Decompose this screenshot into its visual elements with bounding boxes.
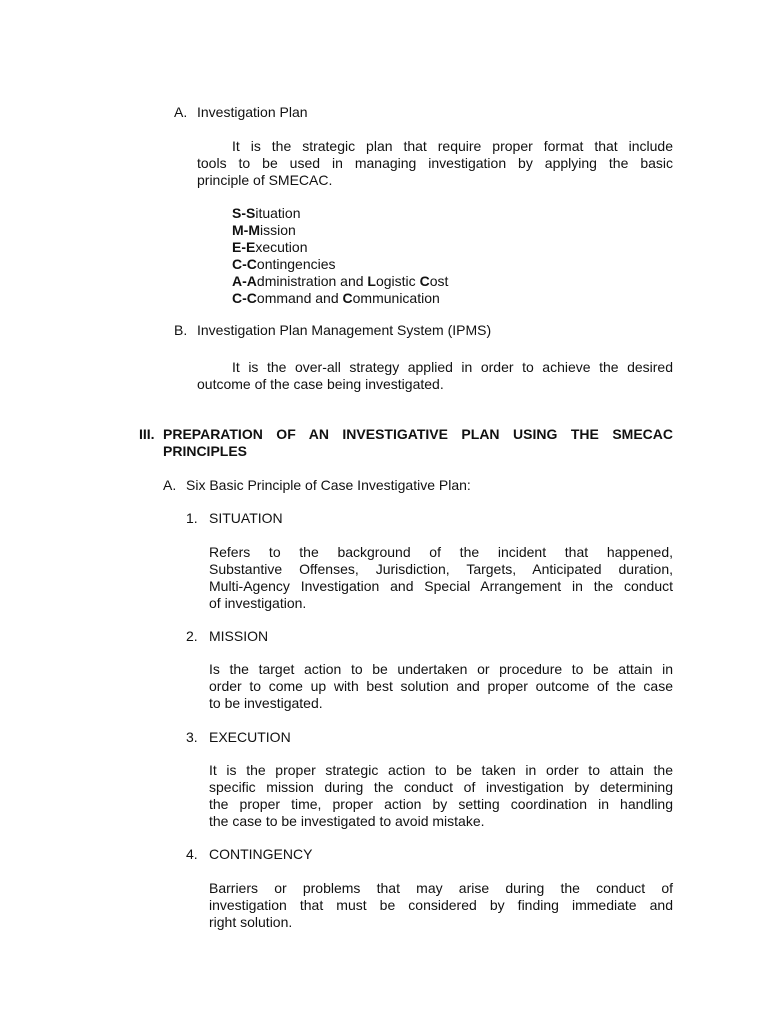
item-number: 2. <box>186 628 198 644</box>
smecac-item-administration: A-Administration and Logistic Cost <box>232 273 449 289</box>
section-a-marker: A. <box>174 104 188 120</box>
section-a-title: Investigation Plan <box>197 104 308 120</box>
section-b-marker: B. <box>174 322 188 338</box>
paragraph-line: the proper time, proper action by setting coordination in handling <box>209 796 673 812</box>
subsection-a-marker: A. <box>163 477 177 493</box>
item-number: 3. <box>186 729 198 745</box>
section-iii-title-line2: PRINCIPLES <box>163 443 248 459</box>
smecac-item-situation: S-Situation <box>232 205 301 221</box>
paragraph-line: Multi-Agency Investigation and Special Arrangement in the conduct <box>209 578 673 594</box>
smecac-item-mission: M-Mission <box>232 222 296 238</box>
subsection-a-title: Six Basic Principle of Case Investigative Plan: <box>186 477 471 493</box>
section-iii-marker: III. <box>139 426 155 442</box>
paragraph-line: of investigation. <box>209 595 307 611</box>
item-title-situation: SITUATION <box>209 510 283 526</box>
section-b-title: Investigation Plan Management System (IPMS) <box>197 322 492 338</box>
paragraph-line: to be investigated. <box>209 695 323 711</box>
paragraph-line: the case to be investigated to avoid mistake. <box>209 813 485 829</box>
item-number: 1. <box>186 510 198 526</box>
paragraph-line: tools to be used in managing investigation by applying the basic <box>197 155 673 171</box>
smecac-item-execution: E-Execution <box>232 239 308 255</box>
paragraph-line: investigation that must be considered by finding immediate and <box>209 897 673 913</box>
paragraph-line: Refers to the background of the incident that happened, <box>209 544 673 560</box>
paragraph-line: It is the proper strategic action to be taken in order to attain the <box>209 762 673 778</box>
item-title-mission: MISSION <box>209 628 269 644</box>
smecac-item-command: C-Command and Communication <box>232 290 440 306</box>
item-title-execution: EXECUTION <box>209 729 291 745</box>
paragraph-line: Substantive Offenses, Jurisdiction, Targets, Anticipated duration, <box>209 561 673 577</box>
paragraph-line: right solution. <box>209 914 293 930</box>
paragraph-line: order to come up with best solution and proper outcome of the case <box>209 678 673 694</box>
paragraph-line: outcome of the case being investigated. <box>197 376 444 392</box>
paragraph-line: It is the strategic plan that require proper format that include <box>232 138 673 154</box>
section-iii-title-line1: PREPARATION OF AN INVESTIGATIVE PLAN USING THE SMECAC <box>163 426 673 442</box>
item-number: 4. <box>186 846 198 862</box>
smecac-item-contingencies: C-Contingencies <box>232 256 336 272</box>
paragraph-line: specific mission during the conduct of investigation by determining <box>209 779 673 795</box>
paragraph-line: Is the target action to be undertaken or procedure to be attain in <box>209 661 673 677</box>
paragraph-line: It is the over-all strategy applied in order to achieve the desired <box>232 359 673 375</box>
paragraph-line: principle of SMECAC. <box>197 172 333 188</box>
item-title-contingency: CONTINGENCY <box>209 846 313 862</box>
paragraph-line: Barriers or problems that may arise during the conduct of <box>209 880 673 896</box>
